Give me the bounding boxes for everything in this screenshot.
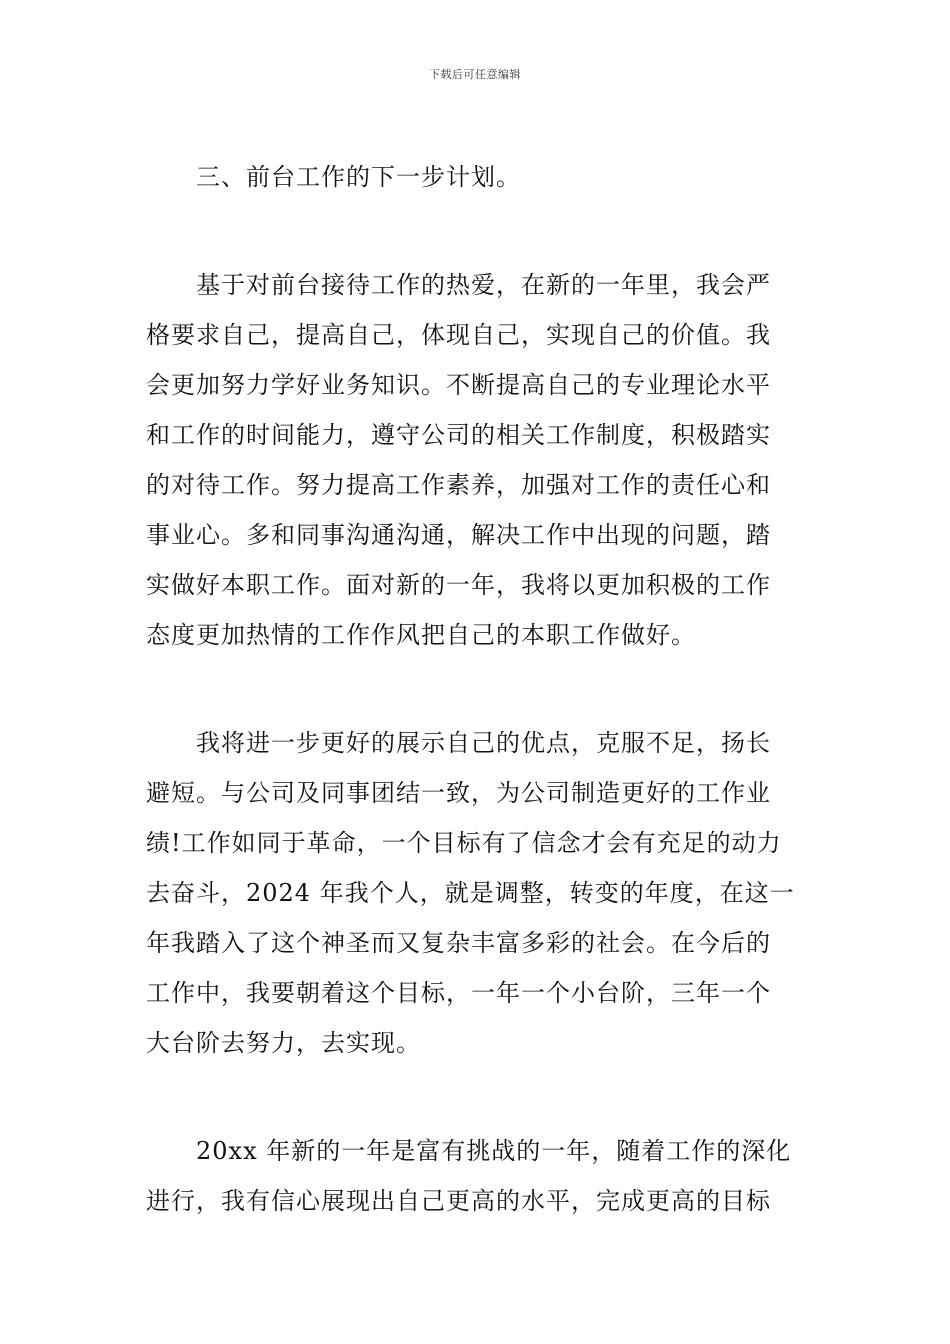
section-title: 三、前台工作的下一步计划。: [196, 163, 521, 191]
paragraph-gap: [146, 660, 806, 718]
paragraph-line: 20xx 年新的一年是富有挑战的一年，随着工作的深化: [196, 1137, 792, 1165]
paragraph-line: 态度更加热情的工作作风把自己的本职工作做好。: [146, 621, 696, 649]
paragraph-line: 格要求自己，提高自己，体现自己，实现自己的价值。我: [146, 321, 771, 349]
paragraph-2: [146, 718, 806, 1068]
paragraph-line: 和工作的时间能力，遵守公司的相关工作制度，积极踏实: [146, 421, 771, 449]
paragraph-line: 年我踏入了这个神圣而又复杂丰富多彩的社会。在今后的: [146, 929, 771, 957]
paragraph-1: [146, 260, 806, 660]
paragraph-line: 绩!工作如同于革命，一个目标有了信念才会有充足的动力: [146, 829, 782, 857]
paragraph-line: 避短。与公司及同事团结一致，为公司制造更好的工作业: [146, 779, 771, 807]
header-note: 下载后可任意编辑: [429, 68, 521, 81]
paragraph-line: 基于对前台接待工作的热爱，在新的一年里，我会严: [196, 271, 771, 299]
paragraph-3: [146, 1126, 806, 1226]
document-body: [146, 152, 806, 1226]
paragraph-line: 工作中，我要朝着这个目标，一年一个小台阶，三年一个: [146, 979, 771, 1007]
paragraph-line: 会更加努力学好业务知识。不断提高自己的专业理论水平: [146, 371, 771, 399]
paragraph-line: 进行，我有信心展现出自己更高的水平，完成更高的目标: [146, 1187, 771, 1215]
paragraph-gap: [146, 1068, 806, 1126]
paragraph-line: 实做好本职工作。面对新的一年，我将以更加积极的工作: [146, 571, 771, 599]
paragraph-line: 我将进一步更好的展示自己的优点，克服不足，扬长: [196, 729, 771, 757]
paragraph-gap: [146, 202, 806, 260]
paragraph-line: 去奋斗，2024 年我个人，就是调整，转变的年度，在这一: [146, 879, 795, 907]
paragraph-line: 的对待工作。努力提高工作素养，加强对工作的责任心和: [146, 471, 771, 499]
paragraph-line: 事业心。多和同事沟通沟通，解决工作中出现的问题，踏: [146, 521, 771, 549]
paragraph-line: 大台阶去努力，去实现。: [146, 1029, 421, 1057]
